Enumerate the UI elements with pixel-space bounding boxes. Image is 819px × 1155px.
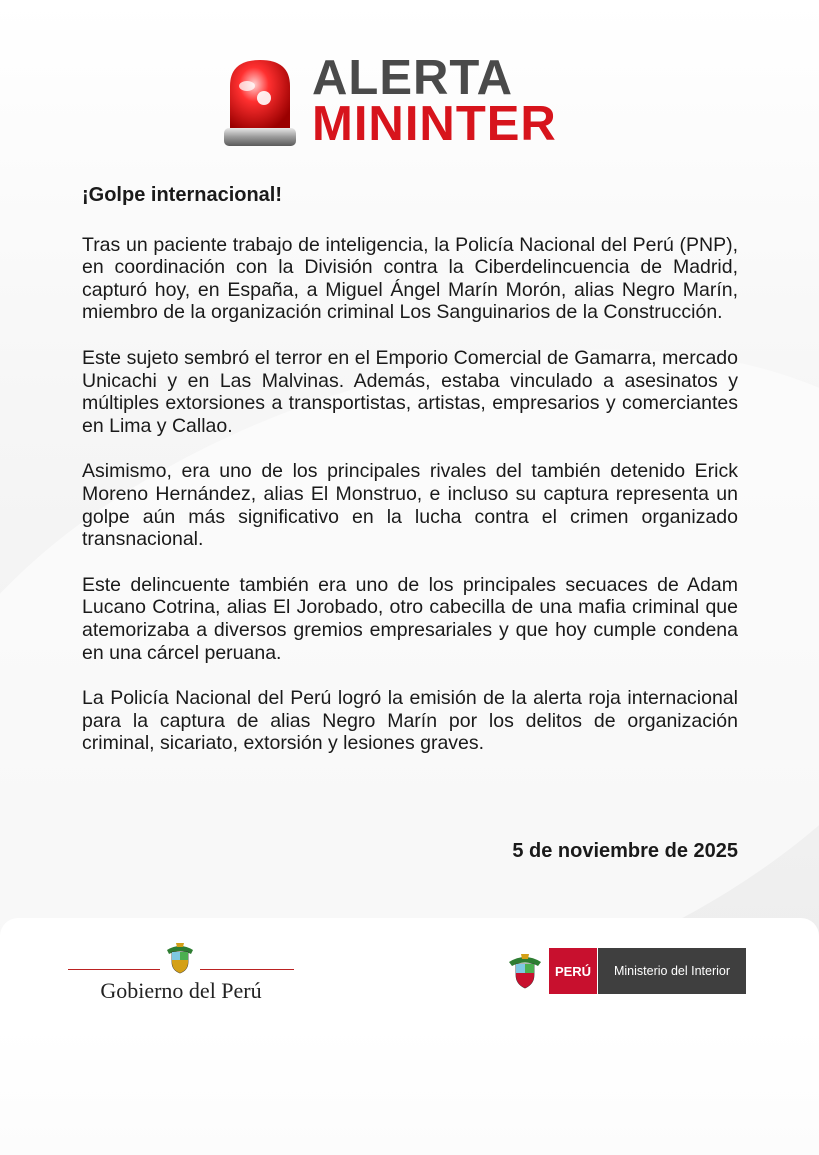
gobierno-text: Gobierno del Perú [100, 978, 262, 1003]
peru-coat-of-arms-icon [163, 940, 197, 974]
header [0, 48, 819, 160]
paragraph-2: Este sujeto sembró el terror en el Emporio Comercial de Gamarra, mercado Unicachi y en Las Malvinas. Además, estaba vinculado a asesinatos y múltiples extorsiones a transportistas, artistas, empresarios y comerciantes en Lima y Callao. [82, 346, 738, 437]
footer [0, 918, 819, 1024]
ministerio-interior-logo [506, 948, 746, 994]
siren-icon [220, 56, 300, 152]
title-alerta: ALERTA [312, 51, 514, 105]
publication-date: 5 de noviembre de 2025 [512, 840, 738, 862]
paragraph-1: Tras un paciente trabajo de inteligencia, la Policía Nacional del Perú (PNP), en coordinación con la División contra la Ciberdelincuencia de Madrid, capturó hoy, en España, a Miguel Ángel Marín Morón, alias Negro Marín, miembro de la organización criminal Los Sanguinarios de la Construcción. [82, 233, 738, 324]
divider-line-left [68, 969, 160, 970]
gobierno-del-peru-logo [68, 940, 294, 1010]
ministerio-label: Ministerio del Interior [598, 948, 746, 994]
paragraph-3: Asimismo, era uno de los principales rivales del también detenido Erick Moreno Hernández, alias El Monstruo, e incluso su captura representa un golpe aún más significativo en la lucha contra el crimen organizado transnacional. [82, 460, 738, 551]
peru-coat-of-arms-icon [506, 950, 544, 990]
paragraph-5: La Policía Nacional del Perú logró la emisión de la alerta roja internacional para la captura de alias Negro Marín por los delitos de organización criminal, sicariato, extorsión y lesiones graves. [82, 687, 738, 755]
press-release-body [82, 184, 738, 778]
divider-line-right [200, 969, 294, 970]
paragraph-4: Este delincuente también era uno de los principales secuaces de Adam Lucano Cotrina, alias El Jorobado, otro cabecilla de una mafia criminal que atemorizaba a diversos gremios empresariales y que hoy cumple condena en una cárcel peruana. [82, 573, 738, 664]
headline: ¡Golpe internacional! [82, 184, 283, 206]
title-mininter: MININTER [312, 97, 557, 151]
peru-label: PERÚ [549, 948, 597, 994]
